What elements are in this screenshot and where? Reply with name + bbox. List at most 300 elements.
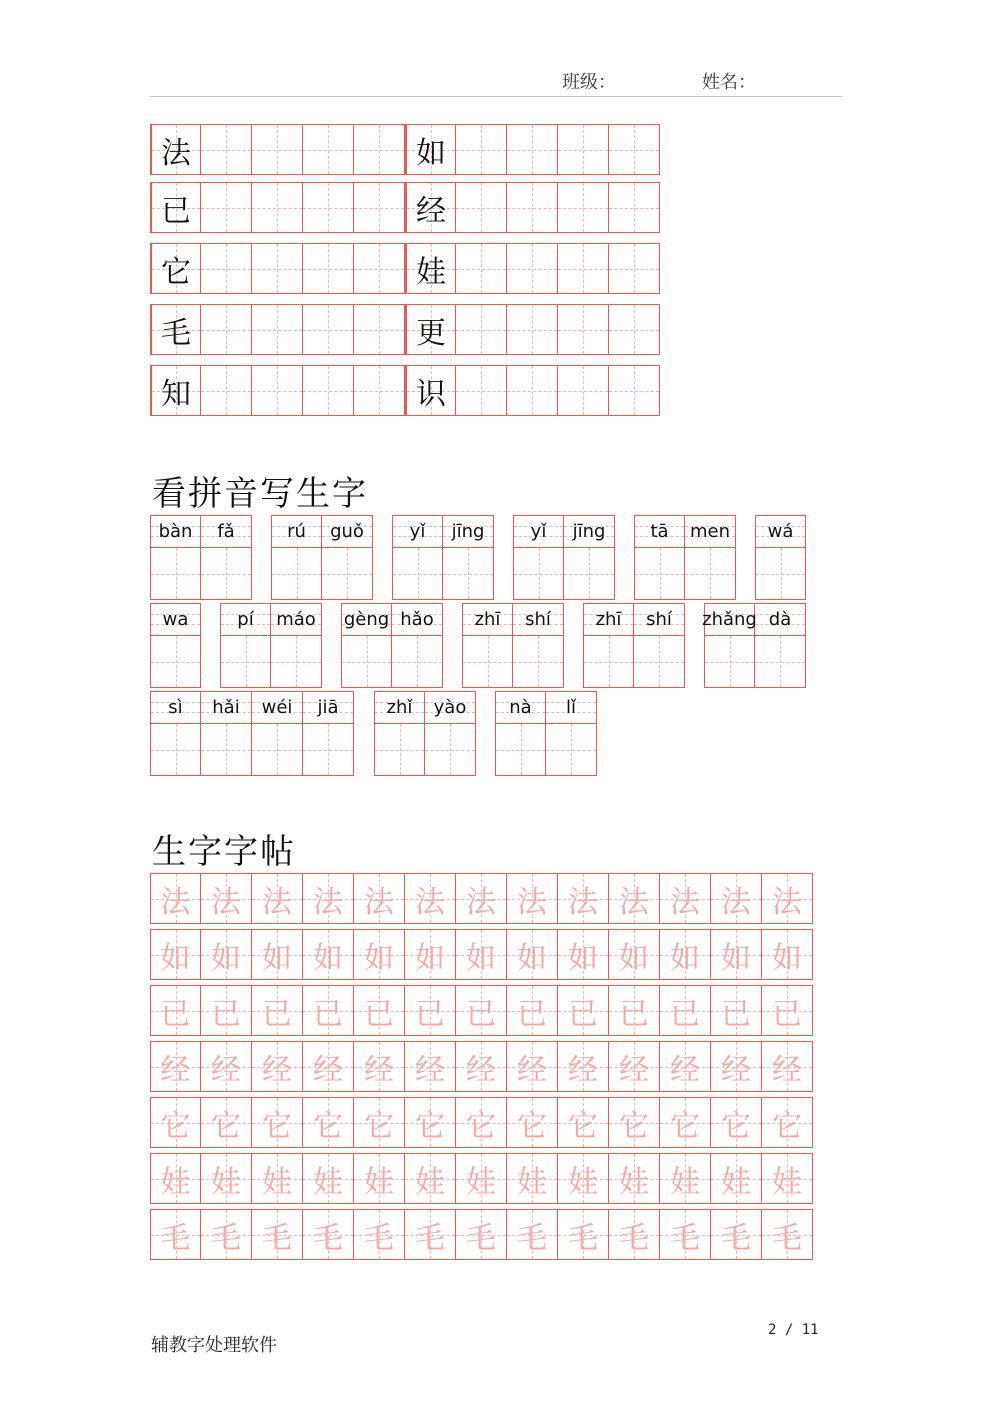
trace-char: 法 <box>415 884 445 920</box>
blank-cell <box>558 304 609 355</box>
trace-char: 法 <box>160 884 191 920</box>
blank-cell <box>456 365 507 416</box>
trace-cell <box>252 929 303 980</box>
pinyin-line <box>514 516 563 548</box>
trace-char: 娃 <box>517 1164 547 1200</box>
writing-box <box>513 636 563 687</box>
trace-char: 法 <box>670 884 700 920</box>
trace-cell <box>762 1041 813 1092</box>
trace-cell <box>150 1209 201 1260</box>
blank-cell <box>507 124 558 175</box>
trace-char: 经 <box>568 1052 598 1088</box>
trace-cell <box>354 1097 405 1148</box>
trace-cell <box>354 985 405 1036</box>
pinyin-syllable: wa <box>162 609 189 630</box>
pinyin-column <box>564 515 615 600</box>
trace-cell <box>660 985 711 1036</box>
trace-cell <box>660 873 711 924</box>
trace-cell <box>303 1097 354 1148</box>
writing-box <box>151 724 200 775</box>
pinyin-syllable: máo <box>276 609 316 630</box>
pinyin-syllable: dà <box>768 609 792 630</box>
pinyin-word-group <box>150 515 252 600</box>
blank-cell <box>456 243 507 294</box>
blank-cell <box>558 124 609 175</box>
class-label: 班级： <box>562 72 616 93</box>
writing-box <box>705 636 754 687</box>
trace-cell <box>201 1041 252 1092</box>
pinyin-syllable: fǎ <box>217 521 235 542</box>
pinyin-syllable: zhǐ <box>386 697 413 718</box>
trace-cell <box>150 873 201 924</box>
blank-cell <box>354 365 405 416</box>
pinyin-column <box>513 603 564 688</box>
trace-char: 它 <box>619 1108 649 1144</box>
trace-cell <box>303 985 354 1036</box>
trace-char: 已 <box>364 996 394 1032</box>
trace-cell <box>405 929 456 980</box>
trace-cell <box>354 1209 405 1260</box>
pinyin-syllable: zhī <box>595 609 622 630</box>
practice-row <box>150 304 660 355</box>
pinyin-column <box>685 515 736 600</box>
pinyin-column <box>201 691 252 776</box>
trace-char: 娃 <box>313 1164 343 1200</box>
blank-cell <box>303 365 354 416</box>
pinyin-syllable: rú <box>287 521 306 542</box>
pinyin-word-group <box>495 691 597 776</box>
model-char: 它 <box>161 254 191 290</box>
pinyin-word-group <box>271 515 373 600</box>
writing-box <box>221 636 270 687</box>
writing-box <box>271 636 321 687</box>
trace-cell <box>405 985 456 1036</box>
trace-cell <box>609 873 660 924</box>
trace-cell <box>456 1209 507 1260</box>
trace-cell <box>609 1097 660 1148</box>
model-char-cell <box>405 124 456 175</box>
writing-box <box>201 548 251 599</box>
trace-cell <box>507 1041 558 1092</box>
writing-box <box>322 548 372 599</box>
writing-box <box>546 724 596 775</box>
trace-cell <box>507 1097 558 1148</box>
blank-cell <box>456 304 507 355</box>
pinyin-line <box>252 692 302 724</box>
trace-cell <box>252 1153 303 1204</box>
pinyin-line <box>271 604 321 636</box>
trace-char: 如 <box>772 940 802 976</box>
pinyin-column <box>322 515 373 600</box>
trace-char: 娃 <box>415 1164 445 1200</box>
practice-row <box>150 182 660 233</box>
trace-char: 毛 <box>721 1220 751 1256</box>
trace-char: 已 <box>517 996 547 1032</box>
trace-cell <box>456 1097 507 1148</box>
blank-cell <box>252 124 303 175</box>
pinyin-column <box>755 515 806 600</box>
blank-cell <box>609 304 660 355</box>
pinyin-syllable: nà <box>509 697 532 718</box>
copybook-row <box>150 1153 813 1204</box>
trace-char: 如 <box>568 940 598 976</box>
trace-char: 如 <box>364 940 394 976</box>
pinyin-column <box>201 515 252 600</box>
trace-char: 娃 <box>262 1164 292 1200</box>
pinyin-word-group <box>583 603 685 688</box>
pinyin-column <box>341 603 392 688</box>
trace-cell <box>609 1041 660 1092</box>
model-char-cell <box>150 124 201 175</box>
pinyin-column <box>495 691 546 776</box>
trace-char: 娃 <box>619 1164 649 1200</box>
trace-char: 它 <box>517 1108 547 1144</box>
pinyin-column <box>374 691 425 776</box>
trace-cell <box>456 1153 507 1204</box>
pinyin-line <box>755 604 805 636</box>
pinyin-syllable: wá <box>767 521 794 542</box>
blank-cell <box>201 365 252 416</box>
pinyin-line <box>151 692 200 724</box>
trace-cell <box>711 1209 762 1260</box>
trace-cell <box>354 873 405 924</box>
trace-char: 已 <box>160 996 191 1032</box>
copybook-row <box>150 929 813 980</box>
writing-box <box>151 548 200 599</box>
writing-box <box>303 724 353 775</box>
pinyin-syllable: wéi <box>261 697 293 718</box>
trace-cell <box>303 1153 354 1204</box>
trace-char: 如 <box>670 940 700 976</box>
trace-char: 毛 <box>568 1220 598 1256</box>
trace-cell <box>558 873 609 924</box>
pinyin-column <box>303 691 354 776</box>
trace-cell <box>660 929 711 980</box>
model-char: 知 <box>161 376 191 412</box>
model-char-cell <box>405 243 456 294</box>
writing-box <box>151 636 200 687</box>
pinyin-syllable: jīng <box>572 521 606 542</box>
trace-char: 法 <box>619 884 649 920</box>
copybook-row <box>150 1041 813 1092</box>
pinyin-syllable: hǎo <box>400 609 434 630</box>
pinyin-line <box>303 692 353 724</box>
pinyin-word-group <box>374 691 476 776</box>
blank-cell <box>609 182 660 233</box>
trace-char: 如 <box>211 940 241 976</box>
trace-cell <box>762 1153 813 1204</box>
trace-cell <box>150 1097 201 1148</box>
trace-cell <box>354 1041 405 1092</box>
blank-cell <box>609 365 660 416</box>
pinyin-line <box>201 692 251 724</box>
trace-cell <box>252 1209 303 1260</box>
pinyin-line <box>393 516 442 548</box>
writing-box <box>634 636 684 687</box>
trace-char: 经 <box>313 1052 343 1088</box>
trace-char: 如 <box>721 940 751 976</box>
trace-char: 已 <box>262 996 292 1032</box>
pinyin-syllable: jīng <box>451 521 485 542</box>
trace-char: 如 <box>415 940 445 976</box>
pinyin-word-group <box>341 603 443 688</box>
trace-char: 它 <box>415 1108 445 1144</box>
model-char: 已 <box>161 193 191 229</box>
trace-char: 如 <box>466 940 496 976</box>
trace-char: 法 <box>517 884 547 920</box>
pinyin-column <box>150 603 201 688</box>
pinyin-column <box>462 603 513 688</box>
blank-cell <box>354 182 405 233</box>
pinyin-syllable: gèng <box>343 609 390 630</box>
pinyin-syllable: zhī <box>474 609 501 630</box>
pinyin-word-group <box>704 603 806 688</box>
pinyin-line <box>443 516 493 548</box>
practice-row <box>150 124 660 175</box>
trace-char: 娃 <box>568 1164 598 1200</box>
pinyin-syllable: yǐ <box>530 521 547 542</box>
practice-row <box>150 243 660 294</box>
pinyin-line <box>151 516 200 548</box>
model-char-cell <box>150 182 201 233</box>
pinyin-column <box>425 691 476 776</box>
copybook-row <box>150 1097 813 1148</box>
trace-char: 法 <box>364 884 394 920</box>
pinyin-line <box>221 604 270 636</box>
trace-char: 法 <box>721 884 751 920</box>
trace-char: 毛 <box>211 1220 241 1256</box>
pinyin-line <box>151 604 200 636</box>
trace-char: 法 <box>568 884 598 920</box>
pinyin-syllable: lǐ <box>565 697 576 718</box>
trace-cell <box>762 1209 813 1260</box>
trace-char: 已 <box>466 996 496 1032</box>
model-char-cell <box>405 182 456 233</box>
writing-box <box>755 636 805 687</box>
writing-box <box>342 636 391 687</box>
trace-cell <box>711 873 762 924</box>
trace-cell <box>558 1153 609 1204</box>
writing-box <box>443 548 493 599</box>
trace-char: 如 <box>619 940 649 976</box>
trace-cell <box>762 929 813 980</box>
trace-cell <box>507 1209 558 1260</box>
pinyin-column <box>443 515 494 600</box>
pinyin-column <box>513 515 564 600</box>
pinyin-line <box>513 604 563 636</box>
trace-char: 如 <box>262 940 292 976</box>
pinyin-syllable: bàn <box>158 521 193 542</box>
trace-char: 毛 <box>415 1220 445 1256</box>
trace-char: 经 <box>517 1052 547 1088</box>
trace-char: 经 <box>160 1052 191 1088</box>
pinyin-syllable: shí <box>646 609 672 630</box>
trace-cell <box>405 1041 456 1092</box>
writing-box <box>392 636 442 687</box>
trace-char: 娃 <box>211 1164 241 1200</box>
copybook-row <box>150 1209 813 1260</box>
trace-cell <box>660 1209 711 1260</box>
trace-cell <box>609 1209 660 1260</box>
trace-cell <box>660 1041 711 1092</box>
model-char-cell <box>150 243 201 294</box>
trace-cell <box>558 929 609 980</box>
trace-cell <box>660 1153 711 1204</box>
trace-char: 已 <box>211 996 241 1032</box>
trace-char: 已 <box>670 996 700 1032</box>
trace-cell <box>507 985 558 1036</box>
trace-cell <box>609 929 660 980</box>
blank-cell <box>303 304 354 355</box>
trace-char: 毛 <box>364 1220 394 1256</box>
blank-cell <box>354 243 405 294</box>
trace-char: 它 <box>721 1108 751 1144</box>
trace-cell <box>456 1041 507 1092</box>
blank-cell <box>609 243 660 294</box>
trace-char: 毛 <box>517 1220 547 1256</box>
writing-box <box>201 724 251 775</box>
pinyin-line <box>685 516 735 548</box>
pinyin-line <box>375 692 424 724</box>
trace-cell <box>252 1097 303 1148</box>
model-char: 如 <box>416 135 446 171</box>
blank-cell <box>354 124 405 175</box>
pinyin-syllable: shí <box>525 609 551 630</box>
pinyin-column <box>271 603 322 688</box>
pinyin-column <box>271 515 322 600</box>
blank-cell <box>252 304 303 355</box>
trace-cell <box>252 873 303 924</box>
trace-char: 经 <box>415 1052 445 1088</box>
pinyin-syllable: yào <box>433 697 467 718</box>
trace-cell <box>303 873 354 924</box>
pinyin-syllable: zhǎng <box>702 609 757 630</box>
trace-char: 娃 <box>364 1164 394 1200</box>
trace-cell <box>711 1041 762 1092</box>
section-title-pinyin: 看拼音写生字 <box>152 474 368 514</box>
trace-char: 已 <box>415 996 445 1032</box>
pinyin-syllable: yǐ <box>409 521 426 542</box>
writing-box <box>496 724 545 775</box>
trace-char: 已 <box>619 996 649 1032</box>
blank-cell <box>303 243 354 294</box>
trace-cell <box>507 929 558 980</box>
pinyin-syllable: sì <box>168 697 183 718</box>
pinyin-line <box>634 604 684 636</box>
trace-char: 它 <box>262 1108 292 1144</box>
blank-cell <box>252 243 303 294</box>
trace-cell <box>558 985 609 1036</box>
pinyin-column <box>634 515 685 600</box>
trace-cell <box>762 1097 813 1148</box>
trace-char: 它 <box>568 1108 598 1144</box>
trace-cell <box>609 1153 660 1204</box>
trace-cell <box>456 873 507 924</box>
trace-char: 经 <box>466 1052 496 1088</box>
model-char-cell <box>405 304 456 355</box>
pinyin-line <box>342 604 391 636</box>
trace-char: 它 <box>670 1108 700 1144</box>
pinyin-word-group <box>220 603 322 688</box>
trace-cell <box>558 1209 609 1260</box>
trace-cell <box>201 873 252 924</box>
blank-cell <box>303 182 354 233</box>
pinyin-line <box>635 516 684 548</box>
pinyin-line <box>756 516 805 548</box>
writing-box <box>756 548 805 599</box>
trace-char: 它 <box>466 1108 496 1144</box>
copybook-row <box>150 873 813 924</box>
pinyin-line <box>584 604 633 636</box>
pinyin-syllable: hǎi <box>212 697 240 718</box>
trace-char: 娃 <box>721 1164 751 1200</box>
trace-cell <box>303 929 354 980</box>
trace-cell <box>303 1209 354 1260</box>
model-char: 毛 <box>161 315 191 351</box>
trace-cell <box>405 873 456 924</box>
writing-box <box>514 548 563 599</box>
pinyin-word-group <box>392 515 494 600</box>
trace-cell <box>201 1209 252 1260</box>
trace-cell <box>201 1097 252 1148</box>
footer-software-name: 辅教字处理软件 <box>151 1335 277 1356</box>
model-char: 法 <box>161 135 191 171</box>
trace-cell <box>150 1153 201 1204</box>
trace-cell <box>711 985 762 1036</box>
pinyin-syllable: pí <box>237 609 254 630</box>
trace-char: 它 <box>364 1108 394 1144</box>
writing-box <box>685 548 735 599</box>
pinyin-column <box>755 603 806 688</box>
pinyin-column <box>220 603 271 688</box>
trace-cell <box>252 1041 303 1092</box>
trace-char: 如 <box>517 940 547 976</box>
pinyin-line <box>496 692 545 724</box>
trace-char: 经 <box>670 1052 700 1088</box>
trace-cell <box>354 1153 405 1204</box>
model-char: 更 <box>416 315 446 351</box>
blank-cell <box>558 182 609 233</box>
trace-char: 经 <box>619 1052 649 1088</box>
blank-cell <box>201 124 252 175</box>
pinyin-line <box>272 516 321 548</box>
trace-char: 经 <box>211 1052 241 1088</box>
trace-cell <box>456 985 507 1036</box>
trace-char: 如 <box>313 940 343 976</box>
blank-cell <box>507 304 558 355</box>
copybook-row <box>150 985 813 1036</box>
model-char: 经 <box>416 193 446 229</box>
trace-cell <box>711 929 762 980</box>
model-char: 识 <box>416 376 446 412</box>
trace-char: 已 <box>772 996 802 1032</box>
trace-cell <box>405 1209 456 1260</box>
trace-char: 如 <box>160 940 191 976</box>
trace-cell <box>405 1097 456 1148</box>
pinyin-word-group <box>513 515 615 600</box>
trace-cell <box>150 1041 201 1092</box>
section-title-copybook: 生字字帖 <box>152 832 296 872</box>
trace-char: 经 <box>772 1052 802 1088</box>
pinyin-word-group <box>150 603 201 688</box>
pinyin-line <box>201 516 251 548</box>
trace-char: 已 <box>568 996 598 1032</box>
blank-cell <box>558 365 609 416</box>
model-char: 娃 <box>416 254 446 290</box>
trace-char: 毛 <box>772 1220 802 1256</box>
trace-char: 法 <box>466 884 496 920</box>
trace-cell <box>507 1153 558 1204</box>
